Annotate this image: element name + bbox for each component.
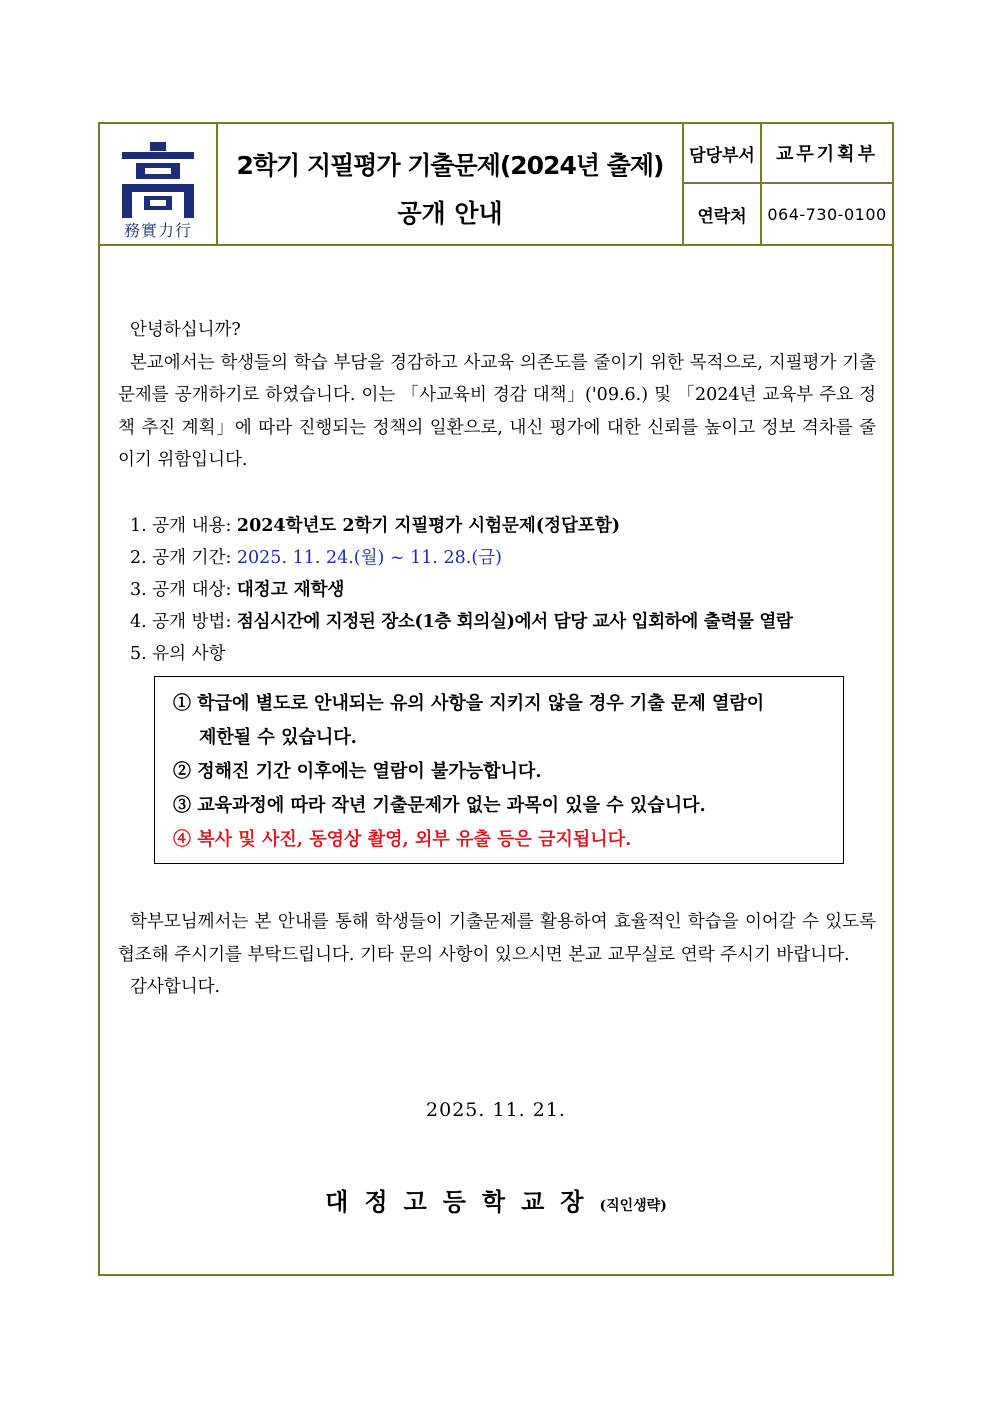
list-item-method: 4. 공개 방법: 점심시간에 지정된 장소(1층 회의실)에서 담당 교사 입회하에 출력물 열람 xyxy=(130,612,793,632)
list-item-content: 1. 공개 내용: 2024학년도 2학기 지필평가 시험문제(정답포함) xyxy=(130,516,621,536)
notice-1-continued: 제한될 수 있습니다. xyxy=(199,727,357,748)
document-title-line2: 공개 안내 xyxy=(397,199,503,228)
document-title-line1: 2학기 지필평가 기출문제(2024년 출제) xyxy=(236,151,664,180)
department-label: 담당부서 xyxy=(684,124,762,182)
department-row xyxy=(684,124,892,184)
contact-row xyxy=(684,184,892,244)
logo-cell xyxy=(100,124,218,244)
signer-block xyxy=(100,1182,892,1217)
issue-date: 2025. 11. 21. xyxy=(426,1099,566,1121)
list-item-period: 2. 공개 기간: 2025. 11. 24.(월) ~ 11. 28.(금) xyxy=(130,548,502,568)
contact-label: 연락처 xyxy=(684,184,762,244)
contact-value: 064-730-0100 xyxy=(767,204,887,224)
closing-paragraphs xyxy=(118,906,876,1004)
document-frame xyxy=(98,122,894,1276)
intro-paragraph: 본교에서는 학생들의 학습 부담을 경감하고 사교육 의존도를 줄이기 위한 목적으로, 지필평가 기출문제를 공개하기로 하였습니다. 이는 「사교육비 경감 대책」('09.6.) 및 「2024년 교육부 주요 정책 추진 계획」에 따라 진행되는 정책의 일환으로, 내신 평가에 대한 신뢰를 높이고 정보 격차를 줄이기 위함입니다. xyxy=(118,352,876,470)
school-motto: 務實力行 xyxy=(123,221,192,240)
header-table xyxy=(100,124,892,246)
notice-3: ③ 교육과정에 따라 작년 기출문제가 없는 과목이 있을 수 있습니다. xyxy=(173,795,706,816)
department-value: 교무기획부 xyxy=(776,144,878,165)
notice-2: ② 정해진 기간 이후에는 열람이 불가능합니다. xyxy=(173,761,542,782)
notice-4: ④ 복사 및 사진, 동영상 촬영, 외부 유출 등은 금지됩니다. xyxy=(173,829,632,850)
list-item-notes: 5. 유의 사항 xyxy=(130,644,226,664)
school-logo-icon xyxy=(118,140,198,220)
greeting: 안녕하십니까? xyxy=(130,320,241,340)
thanks: 감사합니다. xyxy=(130,977,221,997)
list-item-target: 3. 공개 대상: 대정고 재학생 xyxy=(130,580,345,600)
notice-1: ① 학급에 별도로 안내되는 유의 사항을 지키지 않을 경우 기출 문제 열람이 xyxy=(173,693,765,714)
notice-box xyxy=(154,676,844,864)
closing-paragraph: 학부모님께서는 본 안내를 통해 학생들이 기출문제를 활용하여 효율적인 학습을 이어갈 수 있도록 협조해 주시기를 부탁드립니다. 기타 문의 사항이 있으시면 본교 교무실로 연락 주시기 바랍니다. xyxy=(118,912,876,965)
signer-note: (직인생략) xyxy=(599,1198,667,1214)
body-paragraphs xyxy=(118,314,876,477)
signer-name: 대정고등학교장 xyxy=(325,1187,600,1216)
title-cell xyxy=(218,124,684,244)
